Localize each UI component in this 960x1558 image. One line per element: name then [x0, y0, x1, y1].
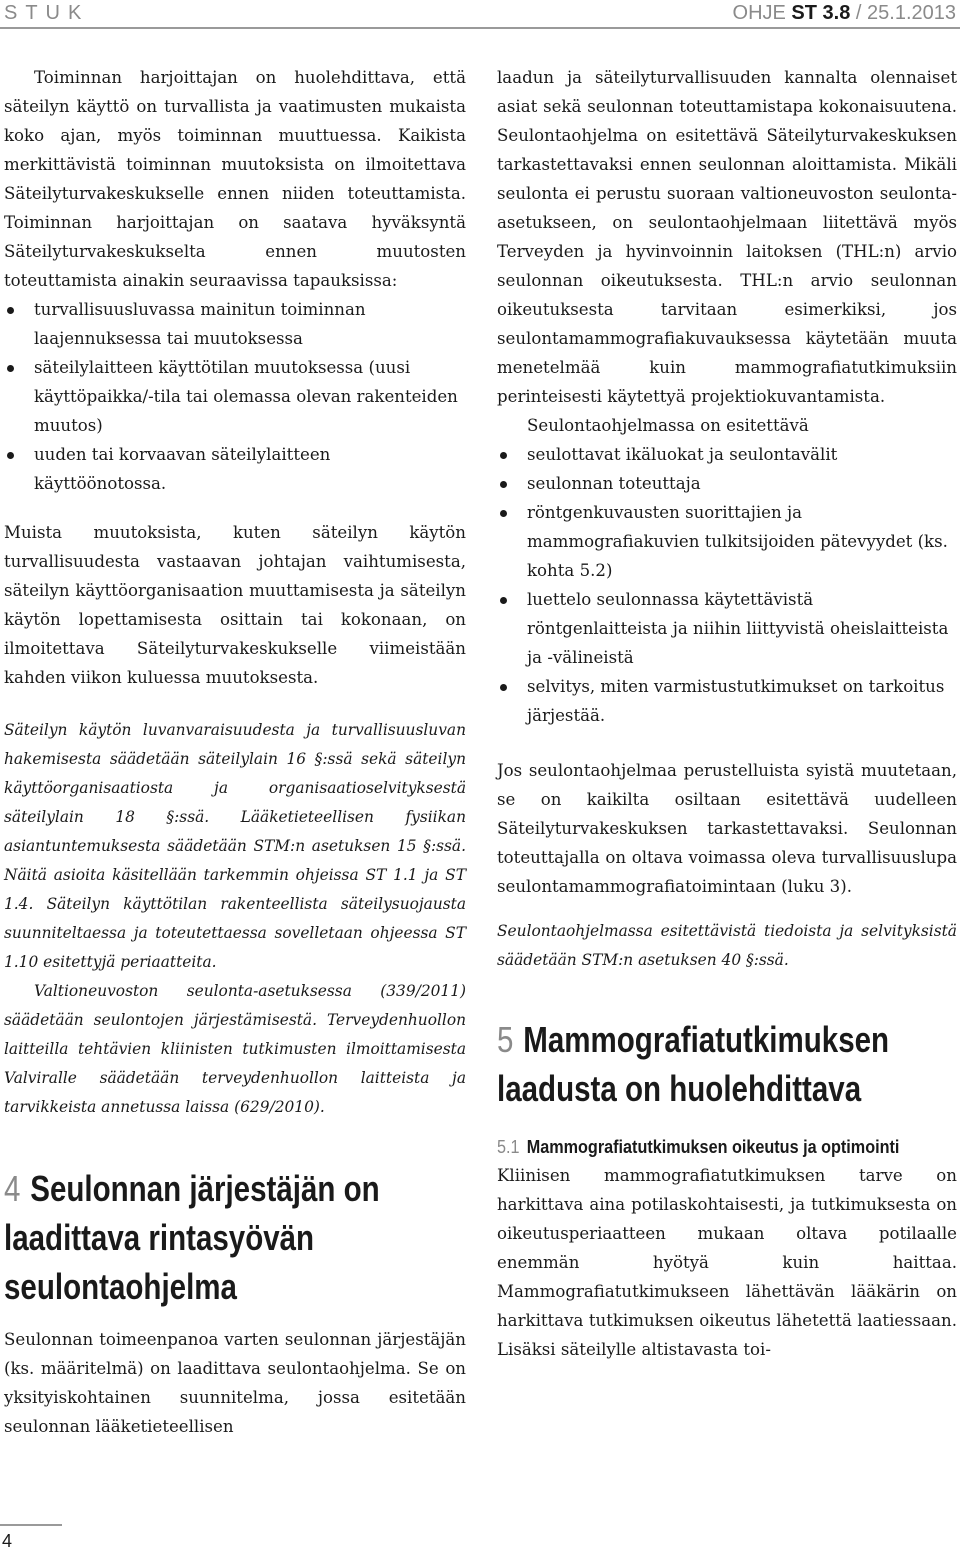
right-paragraph-3: Jos seulontaohjelmaa perustelluista syistä muutetaan, se on kaikilta osiltaan esitettävä uudelleen Säteilyturvakeskuksen tarkastettavaksi. Seulonnan toteuttajalla on oltava voimassa oleva turvallisuuslupa seulontamammografiatoimintaan (luku 3). — [497, 761, 957, 896]
left-column — [4, 63, 466, 1441]
section-4-title: Seulonnan järjestäjän on laadittava rintasyövän seulontaohjelma — [4, 1168, 380, 1307]
page-header — [0, 0, 960, 27]
section-4-number: 4 — [4, 1168, 21, 1209]
list-item: selvitys, miten varmistustutkimukset on tarkoitus järjestää. — [497, 672, 957, 730]
right-bullet-list — [497, 440, 957, 730]
right-column — [497, 63, 957, 1364]
guide-code: ST 3.8 — [791, 2, 851, 24]
subsection-5-1-title: Mammografiatutkimuksen oikeutus ja optimointi — [526, 1137, 900, 1157]
guide-prefix: OHJE — [732, 2, 792, 24]
list-item: seulottavat ikäluokat ja seulontavälit — [497, 440, 957, 469]
header-divider — [0, 27, 960, 29]
guide-reference — [733, 2, 956, 25]
left-note-2: Valtioneuvoston seulonta-asetuksessa (339/2011) säädetään seulontojen järjestämisestä. Terveydenhuollon laitteilla tehtävien kliinisten tutkimusten ilmoittamisesta Valviralle säädetään terveydenhuollon laitteista ja tarvikkeista annetussa laissa (629/2010). — [4, 982, 466, 1116]
right-paragraph-4: Kliinisen mammografiatutkimuksen tarve on harkittava aina potilaskohtaisesti, ja tutkimuksesta on oikeutusperiaatteen mukaan oltava potilaalle enemmän hyötyä kuin haittaa. Mammografiatutkimukseen lähettävän lääkärin on harkittava tutkimuksen oikeutus lähetettä laatiessaan. Lisäksi säteilylle altistavasta toi- — [497, 1166, 957, 1359]
brand-logo-text: STUK — [4, 2, 90, 24]
subsection-5-1-number: 5.1 — [497, 1137, 520, 1157]
left-bullet-list — [4, 295, 466, 498]
subsection-5-1-heading — [497, 1133, 947, 1161]
section-5-title: Mammografiatutkimuksen laadusta on huolehdittava — [497, 1019, 890, 1109]
left-paragraph-2: Muista muutoksista, kuten säteilyn käytön turvallisuudesta vastaavan johtajan vaihtumisesta, säteilyn käyttöorganisaation muuttamisesta ja säteilyn käytön lopettamisesta osittain tai kokonaan, on ilmoitettava Säteilyturvakeskukselle viimeistään kahden viikon kuluessa muutoksesta. — [4, 523, 466, 687]
section-5-heading — [497, 1015, 956, 1113]
list-item: luettelo seulonnassa käytettävistä röntgenlaitteista ja niihin liittyvistä oheislaitteista ja -välineistä — [497, 585, 957, 672]
right-note: Seulontaohjelmassa esitettävistä tiedoista ja selvityksistä säädetään STM:n asetuksen 40 §:ssä. — [497, 922, 957, 969]
list-item: uuden tai korvaavan säteilylaitteen käyttöönotossa. — [4, 440, 466, 498]
guide-date: / 25.1.2013 — [850, 2, 956, 24]
footer-divider — [0, 1524, 62, 1526]
section-5-number: 5 — [497, 1019, 514, 1060]
page-number: 4 — [2, 1531, 13, 1551]
list-item: säteilylaitteen käyttötilan muutoksessa (uusi käyttöpaikka/-tila tai olemassa olevan rakenteiden muutos) — [4, 353, 466, 440]
list-item: röntgenkuvausten suorittajien ja mammografiakuvien tulkitsijoiden pätevyydet (ks. kohta 5.2) — [497, 498, 957, 585]
list-item: seulonnan toteuttaja — [497, 469, 957, 498]
list-item: turvallisuusluvassa mainitun toiminnan laajennuksessa tai muutoksessa — [4, 295, 466, 353]
left-note-1: Säteilyn käytön luvanvaraisuudesta ja turvallisuusluvan hakemisesta säädetään säteilylain 16 §:ssä sekä säteilyn käyttöorganisaatiosta ja organisaatioselvityksestä säteilylain 18 §:ssä. Lääketieteellisen fysiikan asiantuntemuksesta säädetään STM:n asetuksen 15 §:ssä. Näitä asioita käsitellään tarkemmin ohjeissa ST 1.1 ja ST 1.4. Säteilyn käyttötilan rakenteellista säteilysuojausta suunniteltaessa ja toteutettaessa sovelletaan ohjeessa ST 1.10 esitettyjä periaatteita. — [4, 721, 466, 971]
left-paragraph-1: Toiminnan harjoittajan on huolehdittava, että säteilyn käyttö on turvallista ja vaatimusten mukaista koko ajan, myös toiminnan muuttuessa. Kaikista merkittävistä toiminnan muutoksista on ilmoitettava Säteilyturvakeskukselle ennen niiden toteuttamista. Toiminnan harjoittajan on saatava hyväksyntä Säteilyturvakeskukselta ennen muutosten toteuttamista ainakin seuraavissa tapauksissa: — [4, 68, 466, 290]
right-paragraph-1: laadun ja säteilyturvallisuuden kannalta olennaiset asiat sekä seulonnan toteuttamistapa kokonaisuutena. Seulontaohjelma on esitettävä Säteilyturvakeskuksen tarkastettavaksi ennen seulonnan aloittamista. Mikäli seulonta ei perustu suoraan valtioneuvoston seulonta-asetukseen, on seulontaohjelmaan liitettävä myös Terveyden ja hyvinvoinnin laitoksen (THL:n) arvio seulonnan oikeutuksesta. THL:n arvio seulonnan oikeutuksesta tarvitaan esimerkiksi, jos seulontamammografiakuvauksessa käytetään muuta menetelmää kuin mammografiatutkimuksiin perinteisesti käytettyä projektiokuvantamista. — [497, 68, 957, 406]
right-paragraph-2: Seulontaohjelmassa on esitettävä — [527, 416, 809, 435]
left-paragraph-3: Seulonnan toimeenpanoa varten seulonnan järjestäjän (ks. määritelmä) on laadittava seulontaohjelma. Se on yksityiskohtainen suunnitelma, jossa esitetään seulonnan lääketieteellisen — [4, 1330, 466, 1436]
section-4-heading — [4, 1164, 463, 1311]
